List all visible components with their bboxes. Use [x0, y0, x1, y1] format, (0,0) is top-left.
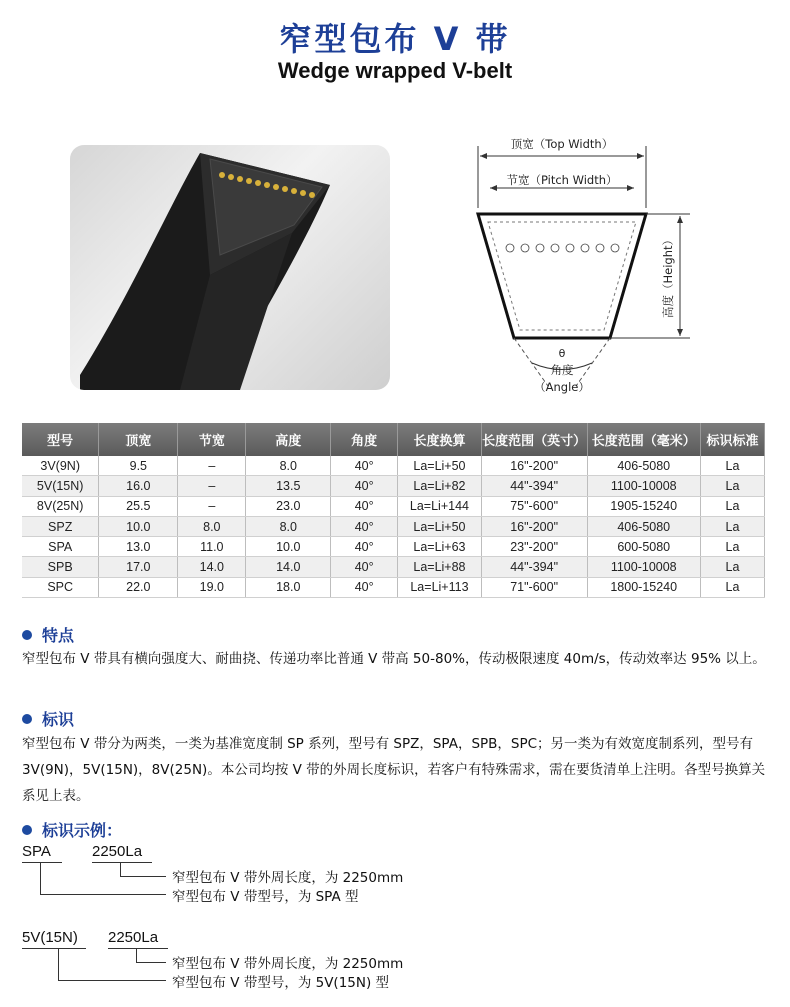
table-cell: SPA — [22, 537, 99, 557]
leader-line — [120, 876, 166, 877]
table-cell: La=Li+144 — [398, 496, 482, 516]
table-cell: La — [700, 476, 764, 496]
table-cell: 19.0 — [178, 577, 246, 597]
table-header-cell: 型号 — [22, 423, 99, 456]
table-cell: 10.0 — [246, 537, 331, 557]
table-row — [22, 496, 765, 516]
example1-model-note: 窄型包布 V 带型号，为 SPA 型 — [172, 889, 359, 905]
table-cell: La=Li+113 — [398, 577, 482, 597]
table-cell: 44"-394" — [481, 557, 587, 577]
table-cell: 13.5 — [246, 476, 331, 496]
table-cell: – — [178, 496, 246, 516]
bullet-icon — [22, 825, 32, 835]
table-row — [22, 456, 765, 476]
table-cell: 14.0 — [246, 557, 331, 577]
table-cell: 16.0 — [99, 476, 178, 496]
table-cell: 10.0 — [99, 516, 178, 536]
table-cell: SPB — [22, 557, 99, 577]
marking-heading-text: 标识 — [42, 710, 75, 729]
marking-heading — [22, 707, 74, 730]
table-cell: 23"-200" — [481, 537, 587, 557]
table-cell: 1100-10008 — [587, 557, 700, 577]
leader-line — [58, 980, 166, 981]
underline — [108, 948, 168, 949]
table-row — [22, 577, 765, 597]
bullet-icon — [22, 630, 32, 640]
table-cell: – — [178, 476, 246, 496]
table-cell: 8V(25N) — [22, 496, 99, 516]
table-header-cell: 节宽 — [178, 423, 246, 456]
underline — [22, 862, 62, 863]
table-header-cell: 顶宽 — [99, 423, 178, 456]
bullet-icon — [22, 714, 32, 724]
table-cell: 18.0 — [246, 577, 331, 597]
features-heading — [22, 623, 74, 646]
table-cell: 8.0 — [178, 516, 246, 536]
table-cell: 14.0 — [178, 557, 246, 577]
example1-model: SPA — [22, 843, 51, 860]
table-cell: 11.0 — [178, 537, 246, 557]
belt-illustration — [70, 145, 390, 390]
table-cell: 1100-10008 — [587, 476, 700, 496]
leader-line — [136, 962, 166, 963]
features-text: 窄型包布 V 带具有横向强度大、耐曲挠、传递功率比普通 V 带高 50-80%，传动极限速度 40m/s，传动效率达 95% 以上。 — [22, 651, 766, 667]
table-cell: 1800-15240 — [587, 577, 700, 597]
page-subtitle: Wedge wrapped V-belt — [277, 58, 513, 83]
table-cell: 40° — [331, 476, 398, 496]
table-cell: 8.0 — [246, 456, 331, 476]
table-cell: 22.0 — [99, 577, 178, 597]
table-cell: 25.5 — [99, 496, 178, 516]
table-header-cell: 标识标准 — [700, 423, 764, 456]
table-cell: SPC — [22, 577, 99, 597]
table-cell: 40° — [331, 577, 398, 597]
table-cell: 9.5 — [99, 456, 178, 476]
table-cell: 5V(15N) — [22, 476, 99, 496]
example2-length-note: 窄型包布 V 带外周长度，为 2250mm — [172, 956, 404, 972]
height-label: 高度（Height） — [661, 233, 675, 319]
table-cell: La — [700, 456, 764, 476]
table-cell: 3V(9N) — [22, 456, 99, 476]
table-header-cell: 角度 — [331, 423, 398, 456]
table-cell: 40° — [331, 516, 398, 536]
table-cell: 40° — [331, 537, 398, 557]
table-cell: La — [700, 496, 764, 516]
table-cell: 71"-600" — [481, 577, 587, 597]
table-cell: 406-5080 — [587, 516, 700, 536]
table-cell: 17.0 — [99, 557, 178, 577]
example-heading — [22, 818, 122, 841]
table-cell: 13.0 — [99, 537, 178, 557]
marking-text: 窄型包布 V 带分为两类，一类为基准宽度制 SP 系列，型号有 SPZ，SPA，SPB，SPC；另一类为有效宽度制系列，型号有 3V(9N)，5V(15N)，8V(25N)。本公司均按 V 带的外周长度标识，若客户有特殊需求，需在要货清单上注明。各型号换算关系见上表。 — [22, 736, 766, 804]
table-cell: 44"-394" — [481, 476, 587, 496]
table-cell: La — [700, 577, 764, 597]
belt-photo — [70, 145, 390, 390]
underline — [22, 948, 86, 949]
table-cell: 75"-600" — [481, 496, 587, 516]
leader-line — [136, 948, 137, 962]
cross-section-diagram — [470, 128, 720, 400]
table-cell: La=Li+50 — [398, 456, 482, 476]
angle-en-label: （Angle） — [534, 380, 590, 394]
table-cell: – — [178, 456, 246, 476]
table-cell: 1905-15240 — [587, 496, 700, 516]
table-cell: 406-5080 — [587, 456, 700, 476]
table-cell: La — [700, 557, 764, 577]
table-cell: La=Li+88 — [398, 557, 482, 577]
pitch-width-label: 节宽（Pitch Width） — [506, 173, 618, 187]
table-cell: La=Li+63 — [398, 537, 482, 557]
leader-line — [40, 894, 166, 895]
table-row — [22, 557, 765, 577]
table-cell: 600-5080 — [587, 537, 700, 557]
table-cell: 23.0 — [246, 496, 331, 516]
table-row — [22, 476, 765, 496]
top-width-label: 顶宽（Top Width） — [510, 137, 614, 151]
example2-model-note: 窄型包布 V 带型号，为 5V(15N) 型 — [172, 975, 390, 991]
table-cell: La — [700, 537, 764, 557]
example1-length-note: 窄型包布 V 带外周长度，为 2250mm — [172, 870, 404, 886]
example1-length: 2250La — [92, 843, 143, 860]
table-cell: 40° — [331, 557, 398, 577]
table-cell: 8.0 — [246, 516, 331, 536]
table-cell: 16"-200" — [481, 516, 587, 536]
table-header-cell: 高度 — [246, 423, 331, 456]
features-heading-text: 特点 — [42, 626, 75, 645]
theta-label: θ — [558, 347, 566, 360]
underline — [92, 862, 152, 863]
table-header-cell: 长度范围（英寸） — [481, 423, 587, 456]
leader-line — [40, 862, 41, 894]
table-cell: SPZ — [22, 516, 99, 536]
table-header-row — [22, 423, 765, 456]
page-title: 窄型包布 V 带 — [279, 20, 511, 58]
table-cell: 16"-200" — [481, 456, 587, 476]
table-cell: 40° — [331, 496, 398, 516]
table-cell: La=Li+50 — [398, 516, 482, 536]
leader-line — [58, 948, 59, 980]
table-row — [22, 516, 765, 536]
spec-table — [22, 423, 765, 598]
table-header-cell: 长度换算 — [398, 423, 482, 456]
table-cell: 40° — [331, 456, 398, 476]
leader-line — [120, 862, 121, 876]
example2-model: 5V(15N) — [22, 929, 78, 946]
example2-length: 2250La — [108, 929, 159, 946]
table-row — [22, 537, 765, 557]
example-heading-text: 标识示例： — [42, 821, 123, 840]
table-header-cell: 长度范围（毫米） — [587, 423, 700, 456]
table-cell: La — [700, 516, 764, 536]
angle-cn-label: 角度 — [550, 363, 574, 377]
table-cell: La=Li+82 — [398, 476, 482, 496]
